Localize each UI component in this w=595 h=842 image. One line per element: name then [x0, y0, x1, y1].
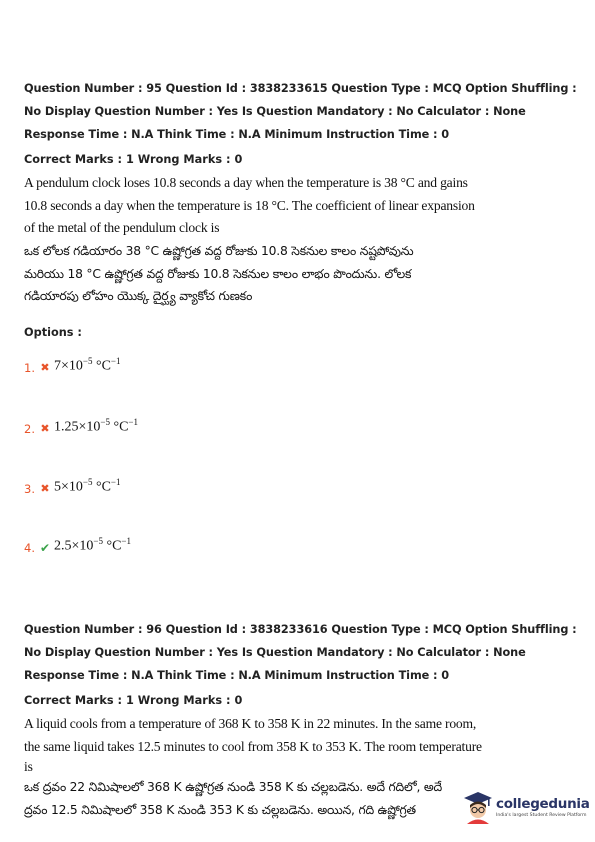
stem-line: ఒక లోలక గడియారం 38 °C ఉష్ణోగ్రత వద్ద రోజుకు 10.8 సెకనుల కాలం నష్టపోవును: [24, 244, 414, 258]
option-number: 3.: [24, 482, 35, 496]
logo-title: collegedunia: [496, 796, 590, 812]
question-95-marks: Correct Marks : 1 Wrong Marks : 0: [24, 153, 243, 166]
option-text: $2.5\times 10^{-5}$ $^\circ C^{-1}$: [54, 535, 131, 554]
option-1[interactable]: [24, 355, 121, 375]
option-text: $5\times 10^{-5}$ $^\circ C^{-1}$: [54, 476, 121, 495]
stem-line: A liquid cools from a temperature of 368 K to 358 K in 22 minutes. In the same room,: [24, 716, 477, 731]
stem-line: 10.8 seconds a day when the temperature is 18 °C. The coefficient of linear expansion: [24, 197, 475, 213]
question-96-meta: Question Number : 96 Question Id : 3838233616 Question Type : MCQ Option Shuffling : No Display Question Number : Yes Is Question Mandatory : No Calculator : None Response Time : N.A Think Time : N.A Minimum Instruction Time : 0: [24, 623, 577, 682]
stem-line: మరియు 18 °C ఉష్ణోగ్రత వద్ద రోజుకు 10.8 సెకనుల కాలం లాభం పొందును. లోలక: [24, 266, 412, 281]
stem-line: ద్రవం 12.5 నిమిషాలలో 358 K నుండి 353 K కు చల్లబడెను. అయిన, గది ఉష్ణోగ్రత: [24, 802, 416, 817]
wrong-mark-icon: ✖: [40, 422, 50, 435]
options-label: Options :: [24, 326, 82, 339]
option-text: $7\times 10^{-5}$ $^\circ C^{-1}$: [54, 355, 121, 374]
stem-line: గడియారపు లోహం యొక్క దైర్ఘ్య వ్యాకోచ గుణకం: [24, 289, 253, 303]
question-96-stem-english: [24, 713, 544, 776]
option-text: $1.25\times 10^{-5}$ $^\circ C^{-1}$: [54, 416, 138, 435]
logo-subtitle: India's largest Student Review Platform: [496, 813, 587, 818]
question-95-stem-telugu: [24, 240, 544, 308]
stem-line: the same liquid takes 12.5 minutes to cool from 358 K to 353 K. The room temperature: [24, 738, 482, 754]
correct-check-icon: ✔: [39, 540, 51, 555]
stem-line: ఒక ద్రవం 22 నిమిషాలలో 368 K ఉష్ణోగ్రత నుండి 358 K కు చల్లబడెను. అదే గదిలో, అదే: [24, 780, 442, 794]
question-96-stem-telugu: [24, 776, 444, 821]
option-2[interactable]: [24, 416, 138, 436]
option-4[interactable]: [24, 535, 131, 555]
stem-line: A pendulum clock loses 10.8 seconds a day when the temperature is 38 °C and gains: [24, 175, 468, 190]
graduate-avatar-icon: [463, 790, 493, 824]
question-96-marks: Correct Marks : 1 Wrong Marks : 0: [24, 694, 243, 707]
stem-line: of the metal of the pendulum clock is: [24, 220, 220, 235]
wrong-mark-icon: ✖: [40, 361, 50, 374]
option-number: 4.: [24, 541, 35, 555]
question-95-meta: Question Number : 95 Question Id : 3838233615 Question Type : MCQ Option Shuffling : No Display Question Number : Yes Is Question Mandatory : No Calculator : None Response Time : N.A Think Time : N.A Minimum Instruction Time : 0: [24, 82, 577, 141]
wrong-mark-icon: ✖: [40, 482, 50, 495]
option-3[interactable]: [24, 476, 121, 496]
question-95-stem-english: [24, 172, 544, 240]
stem-line: is: [24, 759, 33, 774]
collegedunia-logo: [463, 790, 590, 824]
option-number: 2.: [24, 422, 35, 436]
option-number: 1.: [24, 361, 35, 375]
